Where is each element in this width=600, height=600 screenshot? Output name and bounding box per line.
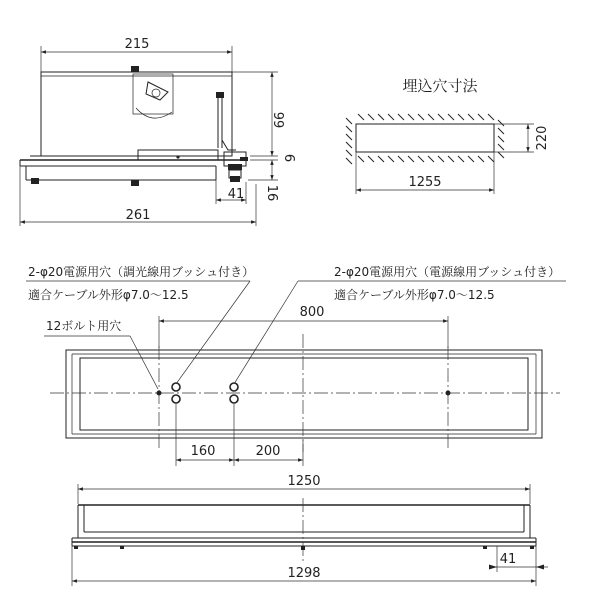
dim-spacing-b: 200 bbox=[255, 444, 281, 459]
dim-total-length: 1298 bbox=[287, 566, 321, 581]
dim-cutout-height: 220 bbox=[535, 125, 550, 151]
plan-view bbox=[26, 264, 566, 466]
dim-width-bottom: 261 bbox=[125, 208, 151, 223]
cutout-hatching bbox=[346, 114, 504, 164]
note-bolt: 12ボルト用穴 bbox=[46, 319, 122, 333]
cutout-title: 埋込穴寸法 bbox=[402, 77, 478, 95]
cutout-view bbox=[346, 77, 550, 194]
dim-width-top: 215 bbox=[124, 37, 150, 52]
dim-height-body: 99 bbox=[270, 111, 285, 129]
dim-spacing-a: 160 bbox=[190, 444, 216, 459]
dim-end-offset: 41 bbox=[499, 552, 517, 567]
note-right-line2: 適合ケーブル外形φ7.0～12.5 bbox=[334, 288, 495, 302]
bolt-hole-left bbox=[157, 391, 162, 396]
dim-step: 6 bbox=[281, 153, 296, 163]
note-left-line1: 2-φ20電源用穴（調光線用ブッシュ付き） bbox=[28, 265, 255, 279]
front-view bbox=[72, 474, 548, 586]
side-view bbox=[20, 37, 296, 226]
dim-edge-height: 16 bbox=[264, 184, 279, 202]
note-right-line1: 2-φ20電源用穴（電源線用ブッシュ付き） bbox=[334, 265, 561, 279]
bolt-hole-right bbox=[446, 391, 451, 396]
dim-cutout-width: 1255 bbox=[408, 175, 442, 190]
plan-outer-frame bbox=[66, 350, 542, 438]
dim-offset: 41 bbox=[227, 187, 245, 202]
note-left-line2: 適合ケーブル外形φ7.0～12.5 bbox=[28, 288, 189, 302]
cutout-opening bbox=[356, 124, 494, 152]
dim-inner-length: 1250 bbox=[287, 474, 321, 489]
dim-bolt-span: 800 bbox=[299, 305, 325, 320]
